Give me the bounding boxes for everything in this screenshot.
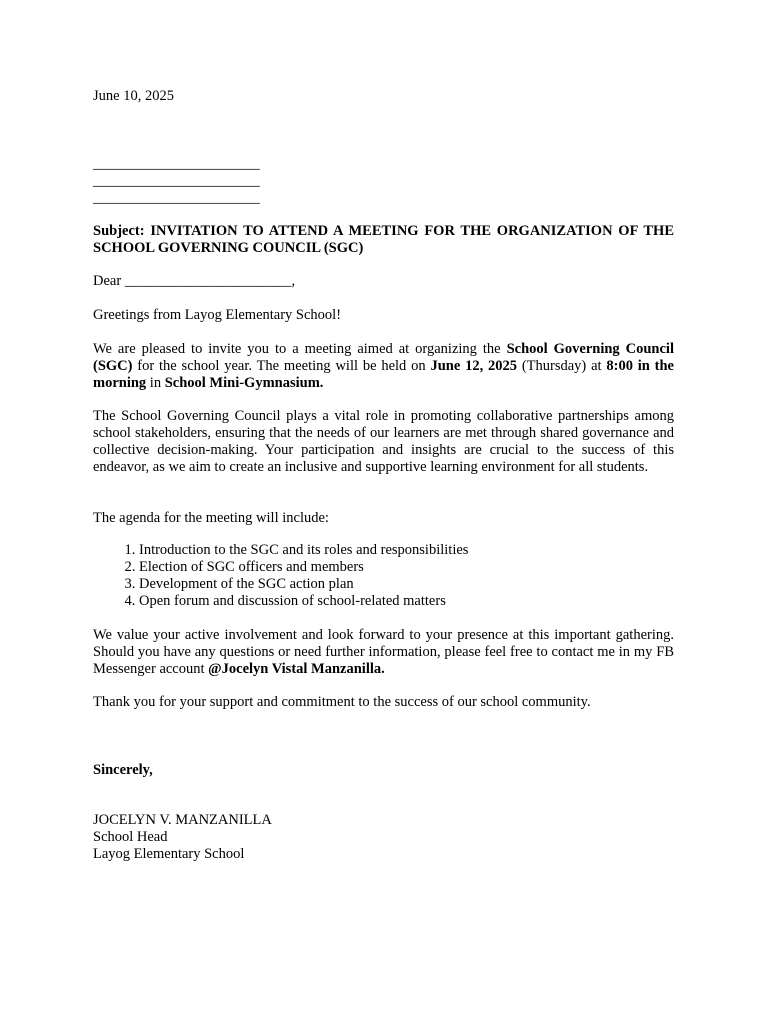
letter-subject: [93, 223, 674, 257]
sgc-role-paragraph: The School Governing Council plays a vital role in promoting collaborative partnerships among school stakeholders, ensuring that the needs of our learners are met through shared governance and collective decision-making. Your participation and insights are crucial to the success of this endeavor, as we aim to create an inclusive and supportive learning environment for all students.: [93, 408, 674, 475]
agenda-list: [93, 542, 720, 610]
closing: Sincerely,: [93, 762, 153, 778]
signatory-title: School Head: [93, 829, 168, 845]
agenda-item: 3. Development of the SGC action plan: [139, 576, 720, 593]
address-line: _______________________: [93, 190, 260, 206]
address-line: _______________________: [93, 173, 260, 189]
agenda-item: 4. Open forum and discussion of school-related matters: [139, 593, 720, 610]
thanks-line: Thank you for your support and commitment to the success of our school community.: [93, 694, 591, 710]
agenda-item: 1. Introduction to the SGC and its roles and responsibilities: [139, 542, 720, 559]
contact-paragraph: [93, 627, 674, 678]
recipient-address-block: [93, 156, 674, 207]
subject-label: Subject:: [93, 223, 145, 239]
meeting-venue: School Mini-Gymnasium.: [164, 375, 324, 391]
para-text: (Thursday) at: [517, 358, 607, 374]
address-line: _______________________: [93, 156, 260, 172]
signatory-school: Layog Elementary School: [93, 846, 245, 862]
para-text: in: [146, 375, 165, 391]
meeting-date: June 12, 2025: [430, 358, 518, 374]
para-text: We are pleased to invite you to a meeting aimed at organizing the: [93, 341, 507, 357]
fb-messenger-account: @Jocelyn Vistal Manzanilla.: [208, 661, 385, 677]
invitation-paragraph: [93, 341, 674, 392]
signatory-name: JOCELYN V. MANZANILLA: [93, 812, 272, 828]
subject-text: INVITATION TO ATTEND A MEETING FOR THE ORGANIZATION OF THE SCHOOL GOVERNING COUNCIL (SGC): [93, 223, 675, 256]
signature-block: [93, 812, 674, 863]
letter-date: June 10, 2025: [93, 88, 174, 104]
agenda-item: 2. Election of SGC officers and members: [139, 559, 720, 576]
para-text: for the school year. The meeting will be held on: [132, 358, 431, 374]
agenda-intro: The agenda for the meeting will include:: [93, 510, 329, 526]
para-text: We value your active involvement and look forward to your presence at this important gathering. Should you have any questions or need further information, please feel free to contact me in my FB Messenger account: [93, 627, 674, 677]
salutation: Dear _______________________,: [93, 273, 296, 289]
greeting: Greetings from Layog Elementary School!: [93, 307, 342, 323]
meeting-time: 8:00 in the morning: [93, 358, 674, 391]
sgc-name: School Governing Council (SGC): [93, 341, 674, 374]
